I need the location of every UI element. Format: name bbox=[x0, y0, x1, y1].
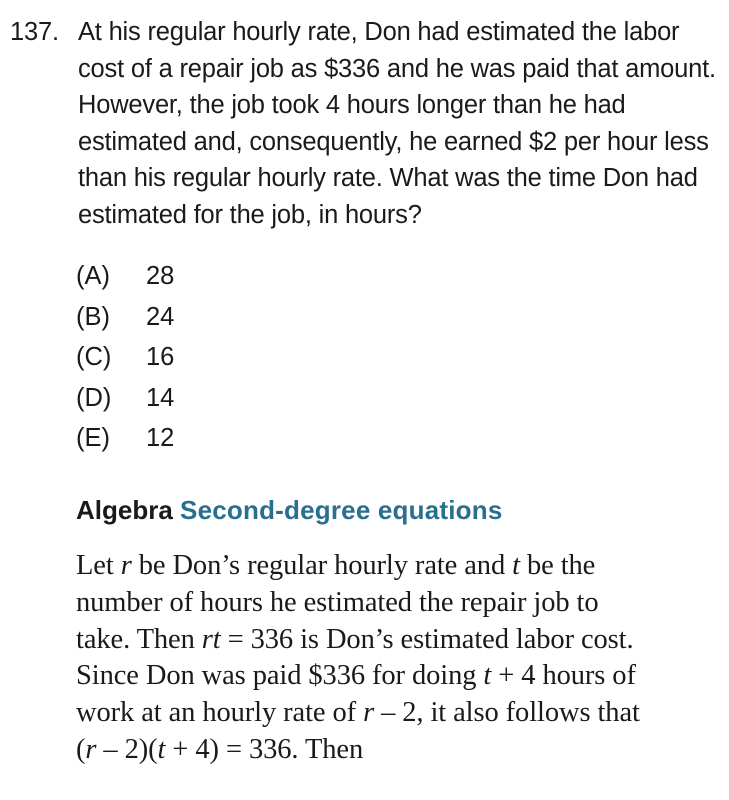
choice-value: 16 bbox=[146, 343, 175, 371]
choice-d bbox=[76, 378, 174, 419]
variable-rt: rt bbox=[201, 623, 221, 655]
choice-letter: (A) bbox=[76, 262, 110, 290]
question-number: 137. bbox=[10, 18, 59, 46]
explanation-line bbox=[76, 585, 716, 622]
choice-b bbox=[76, 297, 174, 338]
text-run: work at an hourly rate of bbox=[76, 697, 364, 729]
choice-value: 24 bbox=[146, 302, 175, 331]
text-run: be the bbox=[519, 550, 596, 581]
choice-letter: (E) bbox=[76, 424, 110, 452]
choice-letter: (B) bbox=[76, 302, 110, 331]
question-block bbox=[10, 14, 720, 233]
choice-letter: (D) bbox=[76, 383, 112, 412]
variable-t: t bbox=[512, 550, 520, 581]
solution-topic: Second-degree equations bbox=[180, 495, 503, 525]
solution-heading bbox=[76, 492, 503, 528]
explanation-line bbox=[76, 658, 716, 695]
question-text: At his regular hourly rate, Don had estimated the labor cost of a repair job as $336 and he was paid that amount. However, the job took 4 hours longer than he had estimated and, consequently, he earned $2 per hour less than his regular hourly rate. What was the time Don had estimated for the job, in hours? bbox=[78, 18, 716, 229]
choice-c bbox=[76, 337, 174, 378]
choice-value: 28 bbox=[146, 262, 175, 290]
choice-letter: (C) bbox=[76, 343, 112, 371]
text-run: = 336 is Don’s estimated labor cost. bbox=[220, 623, 634, 655]
text-run: + 4 hours of bbox=[491, 660, 636, 692]
solution-explanation bbox=[76, 548, 716, 769]
variable-r: r bbox=[85, 733, 97, 765]
variable-t: t bbox=[157, 733, 166, 765]
variable-t: t bbox=[483, 660, 492, 692]
text-run: take. Then bbox=[76, 623, 202, 655]
explanation-line bbox=[76, 695, 716, 732]
text-run: + 4) = 336. Then bbox=[165, 733, 364, 765]
variable-r: r bbox=[120, 550, 132, 581]
explanation-line bbox=[76, 622, 716, 659]
choice-a bbox=[76, 256, 174, 297]
solution-category: Algebra bbox=[76, 495, 173, 525]
explanation-line bbox=[76, 732, 716, 769]
text-run: – 2)( bbox=[96, 733, 158, 765]
answer-choices bbox=[76, 256, 174, 459]
text-run: ( bbox=[76, 733, 86, 765]
choice-value: 12 bbox=[146, 424, 175, 452]
explanation-line bbox=[76, 548, 716, 585]
text-run: be Don’s regular hourly rate and bbox=[131, 550, 513, 581]
text-run: Let bbox=[76, 550, 121, 581]
variable-r: r bbox=[363, 697, 375, 729]
text-run: number of hours he estimated the repair job to bbox=[76, 586, 599, 618]
choice-e bbox=[76, 418, 174, 459]
choice-value: 14 bbox=[146, 383, 175, 412]
text-run: – 2, it also follows that bbox=[374, 697, 640, 729]
text-run: Since Don was paid $336 for doing bbox=[76, 660, 484, 692]
